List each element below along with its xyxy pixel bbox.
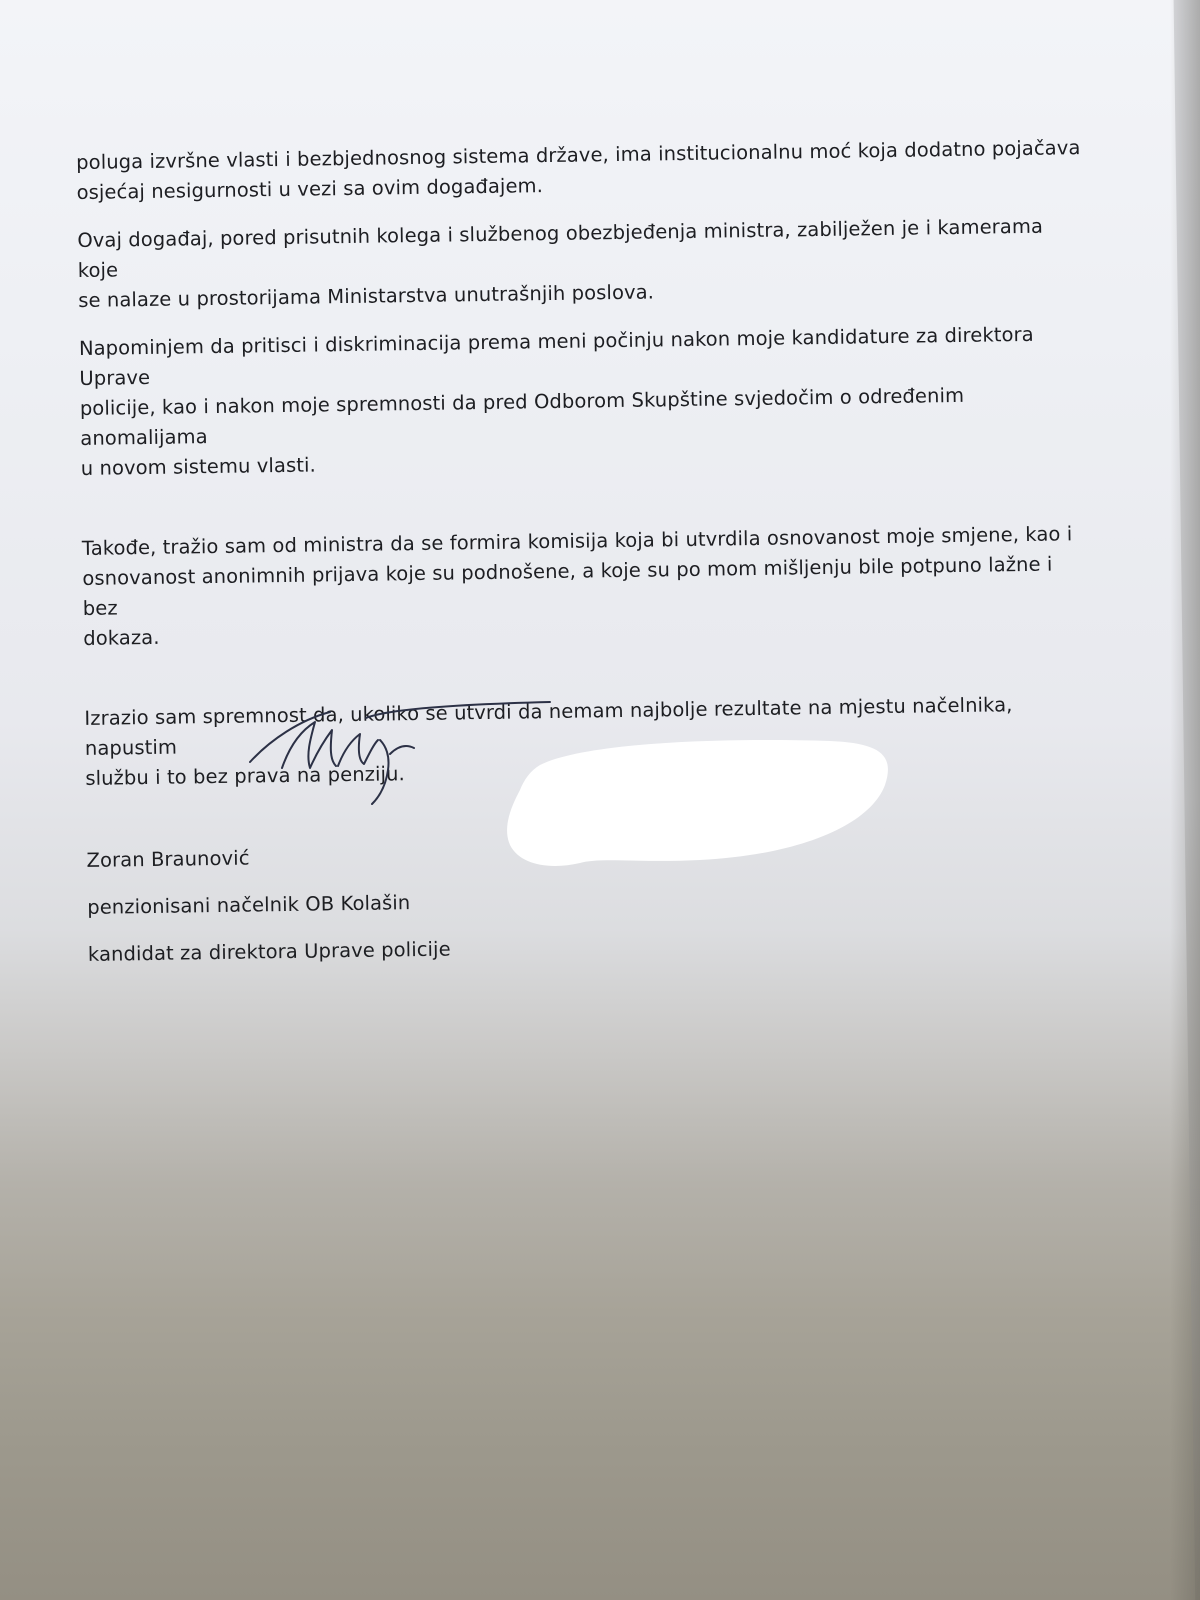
- paragraph-3: Napominjem da pritisci i diskriminacija prema meni počinju nakon moje kandidature za direktora Uprave policije, kao i nakon moje spremnosti da pred Odborom Skupštine svjedočim o određenim anomalijama u novom sistemu vlasti.: [78, 322, 1034, 480]
- paragraph-1: poluga izvršne vlasti i bezbjednosnog sistema države, ima institucionalnu moć koja dodatno pojačava osjećaj nesigurnosti u vezi sa ovim događajem.: [76, 136, 1081, 204]
- paragraph-2: Ovaj događaj, pored prisutnih kolega i službenog obezbjeđenja ministra, zabilježen je i kamerama koje se nalaze u prostorijama Ministarstva unutrašnjih poslova.: [77, 214, 1044, 312]
- paragraph-5: Izrazio sam spremnost da, ukoliko se utvrdi da nemam najbolje rezultate na mjestu načelnika, napustim službu i to bez prava na penziju.: [84, 693, 1013, 790]
- paragraph-4: Takođe, tražio sam od ministra da se formira komisija koja bi utvrdila osnovanost moje smjene, kao i osnovanost anonimnih prijava koje su podnošene, a koje su po mom mišljenju bile potpuno lažne i bez dokaza.: [81, 522, 1073, 650]
- redaction-mark: [500, 735, 910, 875]
- signatory-name: Zoran Braunović: [86, 846, 250, 872]
- signatory-title: penzionisani načelnik OB Kolašin: [87, 891, 411, 919]
- signatory-role: kandidat za direktora Uprave policije: [87, 937, 451, 966]
